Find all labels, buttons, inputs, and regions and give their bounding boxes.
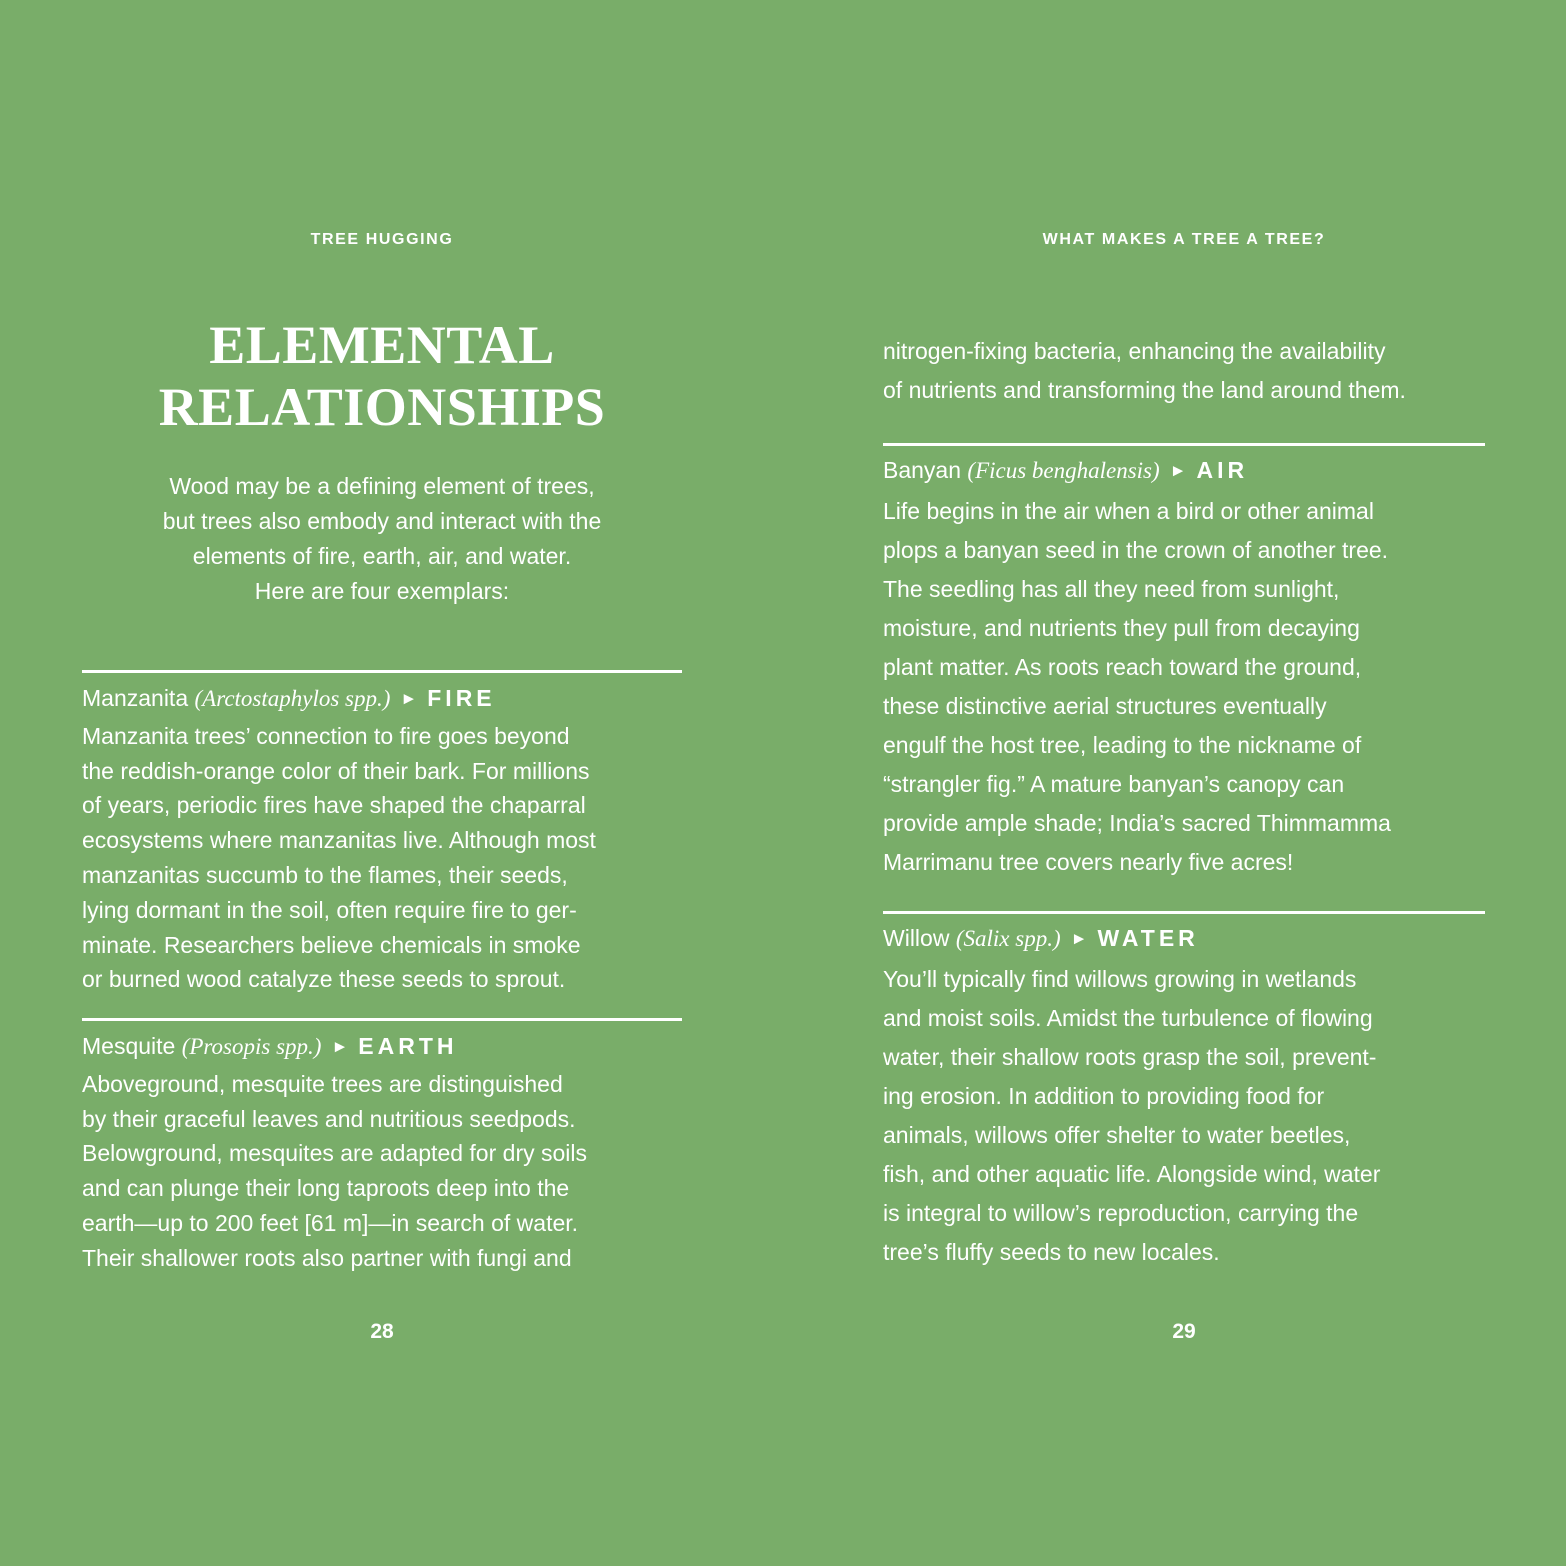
title-line: RELATIONSHIPS	[158, 377, 606, 437]
entry-manzanita	[82, 670, 682, 997]
entry-line: The seedling has all they need from sunlight,	[883, 576, 1340, 602]
entry-name: Banyan	[883, 457, 962, 483]
entry-line: Aboveground, mesquite trees are distinguished	[82, 1070, 563, 1097]
entry-body	[883, 960, 1485, 1272]
entry-body	[883, 492, 1485, 882]
entry-line: lying dormant in the soil, often require fire to ger-	[82, 896, 577, 923]
entry-line: animals, willows offer shelter to water beetles,	[883, 1122, 1351, 1148]
entry-line: and moist soils. Amidst the turbulence of flowing	[883, 1005, 1373, 1031]
entry-line: ecosystems where manzanitas live. Although most	[82, 827, 596, 854]
entry-line: Life begins in the air when a bird or other animal	[883, 498, 1374, 524]
entry-line: minate. Researchers believe chemicals in smoke	[82, 931, 581, 958]
entry-name: Mesquite	[82, 1033, 176, 1059]
entry-element: EARTH	[358, 1033, 458, 1059]
right-page	[783, 0, 1566, 1566]
entry-banyan	[883, 443, 1485, 882]
continuation-line: of nutrients and transforming the land around them.	[883, 377, 1406, 403]
entry-line: ing erosion. In addition to providing food for	[883, 1083, 1325, 1109]
entry-line: plops a banyan seed in the crown of another tree.	[883, 537, 1389, 563]
entry-element: FIRE	[427, 685, 496, 711]
continuation-paragraph	[883, 332, 1485, 410]
entry-willow	[883, 911, 1485, 1272]
entry-element: WATER	[1097, 925, 1199, 951]
entry-line: by their graceful leaves and nutritious seedpods.	[82, 1105, 576, 1132]
entry-line: is integral to willow’s reproduction, carrying the	[883, 1200, 1359, 1226]
entry-line: these distinctive aerial structures eventually	[883, 693, 1327, 719]
entry-line: Manzanita trees’ connection to fire goes beyond	[82, 722, 570, 749]
entry-line: or burned wood catalyze these seeds to sprout.	[82, 966, 566, 993]
page-number: 29	[1172, 1320, 1196, 1343]
page-title	[82, 314, 682, 438]
entry-name: Willow	[883, 925, 950, 951]
entry-line: fish, and other aquatic life. Alongside wind, water	[883, 1161, 1381, 1187]
entry-line: the reddish-orange color of their bark. For millions	[82, 757, 590, 784]
entry-line: manzanitas succumb to the flames, their seeds,	[82, 861, 568, 888]
entry-line: moisture, and nutrients they pull from decaying	[883, 615, 1360, 641]
intro-line: Here are four exemplars:	[254, 578, 510, 604]
intro-line: but trees also embody and interact with the	[162, 508, 602, 534]
entry-heading	[82, 1021, 682, 1067]
continuation-line: nitrogen-fixing bacteria, enhancing the availability	[883, 338, 1386, 364]
arrow-icon: ►	[400, 689, 418, 708]
entry-line: You’ll typically find willows growing in wetlands	[883, 966, 1357, 992]
entry-latin-name: (Prosopis spp.)	[181, 1034, 322, 1059]
intro-line: Wood may be a defining element of trees,	[169, 473, 595, 499]
arrow-icon: ►	[1169, 461, 1187, 480]
entry-body	[82, 719, 682, 997]
entry-latin-name: (Ficus benghalensis)	[967, 458, 1160, 483]
entry-line: provide ample shade; India’s sacred Thimmamma	[883, 810, 1391, 836]
entry-body	[82, 1067, 682, 1276]
entry-line: earth—up to 200 feet [61 m]—in search of water.	[82, 1209, 579, 1236]
entry-line: “strangler fig.” A mature banyan’s canopy can	[883, 771, 1345, 797]
entry-latin-name: (Arctostaphylos spp.)	[194, 686, 391, 711]
arrow-icon: ►	[331, 1037, 349, 1056]
entry-heading	[82, 673, 682, 719]
running-head: WHAT MAKES A TREE A TREE?	[1042, 231, 1326, 248]
entry-line: tree’s fluffy seeds to new locales.	[883, 1239, 1220, 1265]
entry-line: of years, periodic fires have shaped the chaparral	[82, 792, 586, 819]
entry-line: Belowground, mesquites are adapted for dry soils	[82, 1140, 588, 1167]
entry-line: Marrimanu tree covers nearly five acres!	[883, 849, 1294, 875]
running-head: TREE HUGGING	[310, 231, 454, 248]
entry-latin-name: (Salix spp.)	[955, 926, 1061, 951]
entry-heading	[883, 446, 1485, 492]
intro-paragraph	[82, 469, 682, 609]
page-number: 28	[370, 1320, 394, 1343]
entry-line: water, their shallow roots grasp the soil, prevent-	[883, 1044, 1377, 1070]
entry-line: engulf the host tree, leading to the nickname of	[883, 732, 1362, 758]
intro-line: elements of fire, earth, air, and water.	[192, 543, 572, 569]
entry-line: and can plunge their long taproots deep into the	[82, 1175, 570, 1202]
entry-element: AIR	[1196, 457, 1249, 483]
entry-mesquite	[82, 1018, 682, 1276]
entry-heading	[883, 914, 1485, 960]
entry-line: Their shallower roots also partner with fungi and	[82, 1244, 572, 1271]
title-line: ELEMENTAL	[209, 315, 555, 375]
entry-name: Manzanita	[82, 685, 189, 711]
entry-line: plant matter. As roots reach toward the ground,	[883, 654, 1362, 680]
arrow-icon: ►	[1070, 929, 1088, 948]
